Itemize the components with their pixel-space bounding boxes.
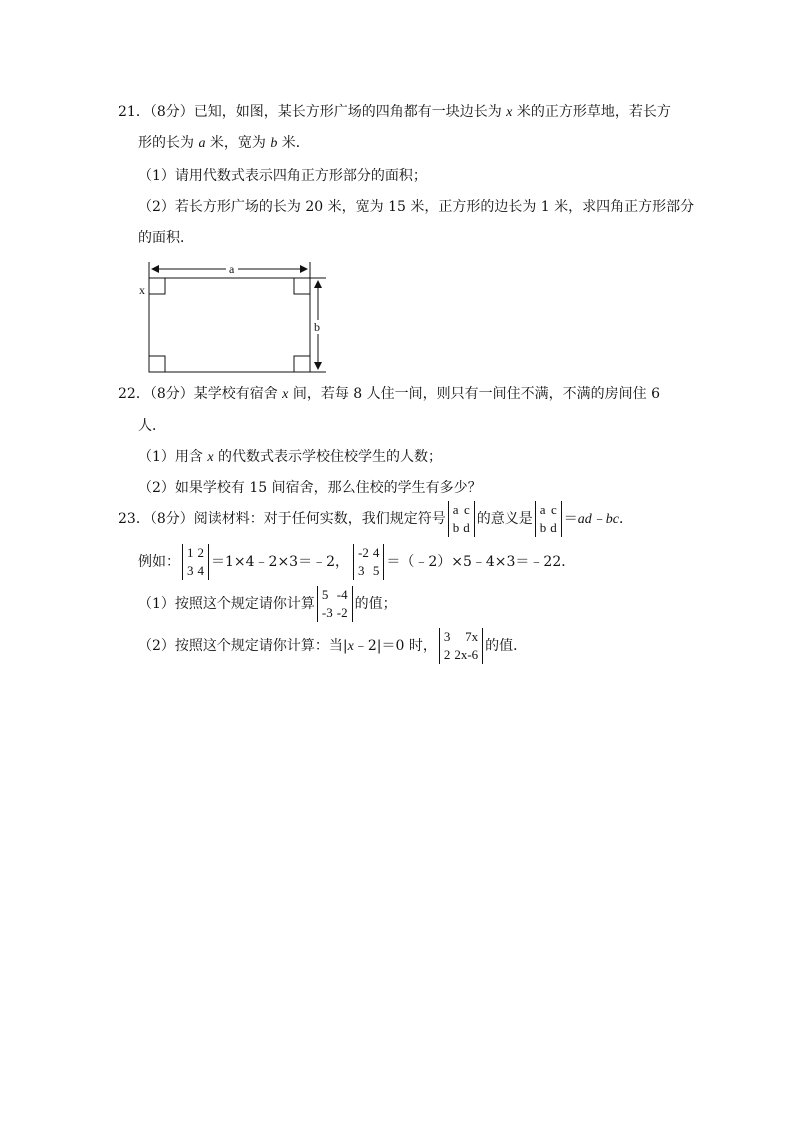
example-label: 例如： xyxy=(138,554,180,570)
var-x: x xyxy=(347,639,354,654)
label-x: x xyxy=(139,283,145,297)
q23-sub2 xyxy=(138,627,527,666)
q23-text: 的值． xyxy=(485,638,528,654)
q23-text: 23．（8分）阅读材料：对于任何实数，我们规定符号 xyxy=(118,511,446,527)
q23-text: 的意义是 xyxy=(476,511,533,527)
example2-result: ＝（﹣2）×5﹣4×3＝﹣22． xyxy=(386,554,576,570)
q22-line1 xyxy=(118,385,660,404)
matrix-entry: -4 xyxy=(336,587,348,602)
rectangle-figure xyxy=(136,258,336,378)
matrix-entry: 7x xyxy=(465,629,479,644)
matrix-entry: 5 xyxy=(321,587,329,602)
matrix-entry: -2 xyxy=(358,545,369,560)
matrix-entry: 2 xyxy=(197,545,204,560)
matrix-entry: 2x-6 xyxy=(454,647,479,662)
matrix-entry: b xyxy=(539,520,547,535)
sub2-determinant xyxy=(439,628,483,664)
formula: ad﹣bc xyxy=(577,512,619,527)
q23-text: ＝ xyxy=(563,511,578,527)
matrix-entry: 4 xyxy=(372,545,380,560)
matrix-entry: 3 xyxy=(187,563,194,578)
matrix-entry: d xyxy=(463,520,470,535)
q21-text: 21．（8分）已知，如图，某长方形广场的四角都有一块边长为 xyxy=(118,104,507,120)
q21-text: 米． xyxy=(277,135,310,151)
example1-result: ＝1×4﹣2×3＝﹣2， xyxy=(211,554,349,570)
matrix-entry: 3 xyxy=(358,563,365,578)
matrix-entry: c xyxy=(463,502,470,517)
q21-text: 形的长为 xyxy=(138,135,199,151)
var-a: a xyxy=(198,136,206,151)
matrix-entry: 1 xyxy=(187,545,194,560)
q23-text: ． xyxy=(618,511,633,527)
q23-text: ﹣2|＝0 时， xyxy=(353,638,437,654)
q21-sub1: （1）请用代数式表示四角正方形部分的面积； xyxy=(138,168,427,184)
matrix-entry: a xyxy=(452,502,459,517)
label-a: a xyxy=(229,262,235,276)
q23-sub1 xyxy=(138,585,397,623)
matrix-entry: 5 xyxy=(372,563,380,578)
q21-line1 xyxy=(118,103,671,122)
q22-text: 22．（8分）某学校有宿舍 xyxy=(118,386,283,402)
matrix-entry: 2 xyxy=(443,647,451,662)
definition-determinant xyxy=(448,501,475,537)
matrix-entry: -3 xyxy=(321,605,333,620)
q23-example xyxy=(138,543,575,581)
matrix-entry: a xyxy=(539,502,546,517)
q21-sub2-cont: 的面积． xyxy=(138,230,194,246)
definition-determinant-repeat xyxy=(535,501,562,537)
matrix-entry: d xyxy=(550,520,557,535)
var-x: x xyxy=(282,387,289,402)
corner-square xyxy=(294,278,310,294)
var-x: x xyxy=(207,450,214,465)
var-b: b xyxy=(270,136,278,151)
example1-determinant xyxy=(182,544,209,580)
q21-line2 xyxy=(138,134,310,153)
matrix-entry: c xyxy=(550,502,557,517)
q22-line2: 人． xyxy=(138,418,166,434)
q21-sub2: （2）若长方形广场的长为 20 米，宽为 15 米，正方形的边长为 1 米，求四角正方形部分 xyxy=(138,199,695,215)
q22-sub1 xyxy=(138,448,442,467)
label-b: b xyxy=(314,320,320,334)
q23-text: （1）按照这个规定请你计算 xyxy=(138,596,315,612)
plaza-rectangle xyxy=(149,278,310,372)
corner-square xyxy=(149,356,165,372)
matrix-entry: 3 xyxy=(443,629,451,644)
matrix-entry: 4 xyxy=(197,563,204,578)
q22-text: 的代数式表示学校住校学生的人数； xyxy=(213,449,443,465)
q23-line1 xyxy=(118,500,633,539)
q22-text: （1）用含 xyxy=(138,449,208,465)
q21-text: 米，宽为 xyxy=(205,135,271,151)
example2-determinant xyxy=(353,544,384,580)
matrix-entry: b xyxy=(452,520,460,535)
matrix-entry: -2 xyxy=(336,605,348,620)
q21-text: 米的正方形草地，若长方 xyxy=(512,104,671,120)
sub1-determinant xyxy=(317,586,353,622)
q23-text: 的值； xyxy=(354,596,397,612)
q22-sub2: （2）如果学校有 15 间宿舍，那么住校的学生有多少？ xyxy=(138,480,482,496)
q22-text: 间，若每 8 人住一间，则只有一间住不满，不满的房间住 6 xyxy=(288,386,661,402)
corner-square xyxy=(149,278,165,294)
q23-text: （2）按照这个规定请你计算：当| xyxy=(138,638,348,654)
var-x: x xyxy=(506,105,513,120)
corner-square xyxy=(294,356,310,372)
